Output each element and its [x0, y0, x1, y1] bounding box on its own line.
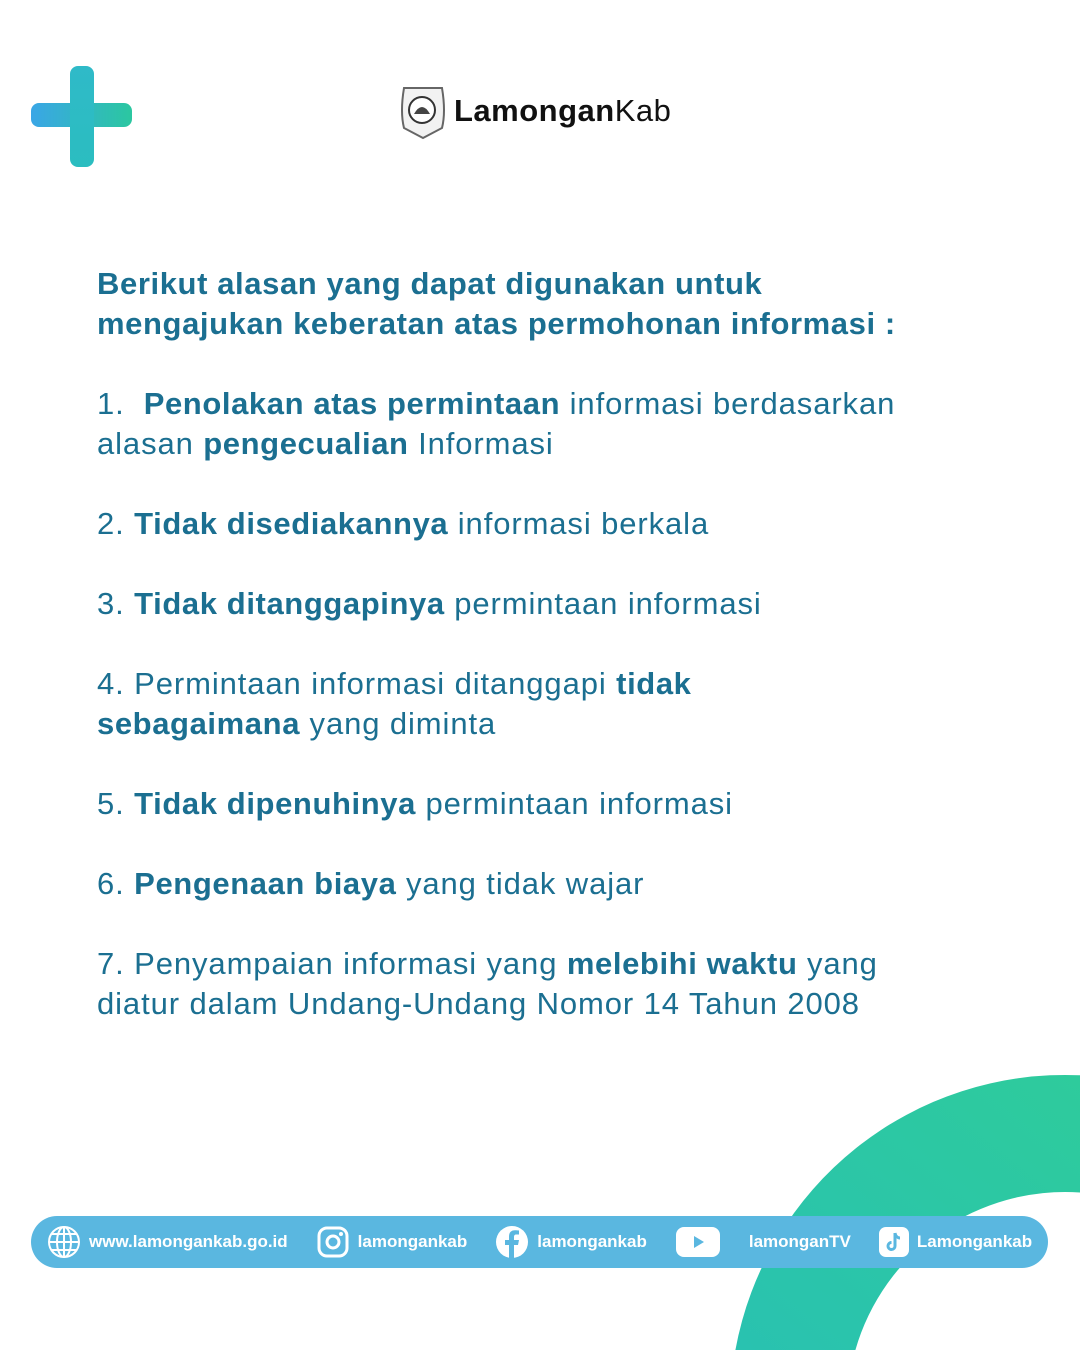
emphasis-text: Penolakan atas permintaan	[143, 386, 561, 421]
intro-line: Berikut alasan yang dapat digunakan untuk	[97, 266, 763, 301]
body-text: yang diminta	[300, 706, 497, 741]
list-item-line	[97, 704, 896, 744]
body-text: 7. Penyampaian informasi yang	[97, 946, 567, 981]
facebook-link[interactable]: lamongankab	[537, 1232, 647, 1251]
body-text: alasan	[97, 426, 204, 461]
list-item	[97, 864, 896, 904]
facebook-icon	[495, 1225, 529, 1259]
body-text: 5.	[97, 786, 135, 821]
body-text: informasi berkala	[448, 506, 710, 541]
brand-logo	[398, 82, 671, 140]
tiktok-link[interactable]: Lamongankab	[916, 1232, 1033, 1251]
list-item-line	[97, 584, 896, 624]
instagram-link[interactable]: lamongankab	[357, 1232, 468, 1251]
body-text: permintaan informasi	[415, 786, 733, 821]
body-text: 6.	[97, 866, 135, 901]
youtube-link[interactable]: lamonganTV	[748, 1232, 851, 1251]
body-text: 2.	[97, 506, 135, 541]
list-item-line	[97, 984, 896, 1024]
list-item	[97, 784, 896, 824]
list-item	[97, 664, 896, 744]
list-item-line	[97, 384, 896, 424]
youtube-icon	[675, 1226, 721, 1258]
body-text: yang tidak wajar	[396, 866, 645, 901]
list-item-line	[97, 504, 896, 544]
website-link[interactable]: www.lamongankab.go.id	[89, 1232, 288, 1251]
list-item-line	[97, 864, 896, 904]
emphasis-text: Tidak ditanggapinya	[134, 586, 445, 621]
intro-line: mengajukan keberatan atas permohonan informasi :	[97, 306, 896, 341]
list-item	[97, 384, 896, 464]
list-item-line	[97, 944, 896, 984]
list-item-line	[97, 424, 896, 464]
emphasis-text: pengecualian	[203, 426, 409, 461]
intro-heading	[97, 264, 896, 344]
body-text: yang	[797, 946, 878, 981]
body-text: permintaan informasi	[444, 586, 762, 621]
emphasis-text: tidak	[616, 666, 692, 701]
list-item	[97, 504, 896, 544]
body-text: 4. Permintaan informasi ditanggapi	[97, 666, 617, 701]
tiktok-icon	[879, 1227, 909, 1257]
main-content	[97, 264, 896, 1024]
globe-icon	[47, 1225, 81, 1259]
emphasis-text: melebihi waktu	[566, 946, 798, 981]
body-text: informasi berdasarkan	[560, 386, 896, 421]
body-text: 3.	[97, 586, 135, 621]
emphasis-text: sebagaimana	[97, 706, 301, 741]
brand-name: LamonganKab	[454, 93, 672, 128]
body-text: 1.	[97, 386, 144, 421]
emphasis-text: Tidak disediakannya	[134, 506, 449, 541]
body-text: diatur dalam Undang-Undang Nomor 14 Tahun 2008	[97, 986, 860, 1021]
emphasis-text: Pengenaan biaya	[134, 866, 397, 901]
instagram-icon	[316, 1225, 350, 1259]
list-item-line	[97, 784, 896, 824]
emblem-icon	[398, 82, 448, 140]
emphasis-text: Tidak dipenuhinya	[134, 786, 416, 821]
body-text: Informasi	[408, 426, 554, 461]
list-item	[97, 584, 896, 624]
list-item	[97, 944, 896, 1024]
list-item-line	[97, 664, 896, 704]
social-footer-bar	[31, 1216, 1048, 1268]
